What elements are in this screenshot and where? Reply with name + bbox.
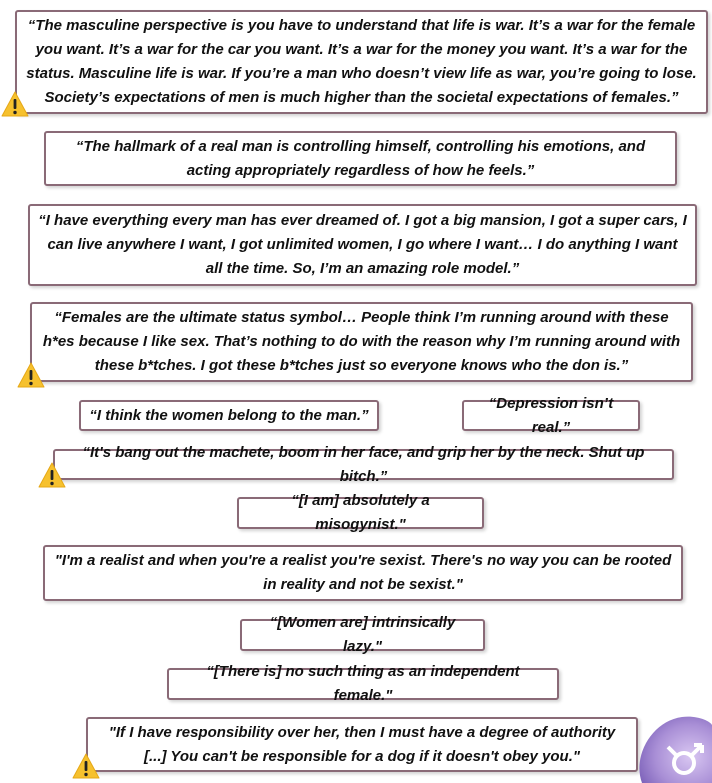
quote-text: “[There is] no such thing as an independent female."	[206, 663, 520, 704]
quote-box	[462, 394, 640, 436]
quote-box	[43, 545, 683, 601]
quote-text: “I have everything every man has ever dreamed of. I got a big mansion, I got a super cars, I can live anywhere I want, I got unlimited women, I go where I want… I do anything I want all the time. So, I’m an amazing role model.”	[38, 212, 687, 277]
quote-box	[53, 443, 674, 485]
quote-text: “Females are the ultimate status symbol… People think I’m running around with these h*es because I like sex. That’s nothing to do with the reason why I’m running around with these b*tches. I got these b*tches just so everyone knows who the don is.”	[42, 309, 681, 374]
quote-box	[79, 400, 379, 431]
quote-box	[28, 204, 697, 286]
warning-icon	[72, 753, 100, 779]
quote-box	[240, 614, 485, 655]
quote-box	[167, 663, 559, 704]
warning-icon	[38, 462, 66, 488]
quote-box	[30, 302, 693, 382]
quote-text: "If I have responsibility over her, then I must have a degree of authority [...] You can't be responsible for a dog if it doesn't obey you."	[108, 723, 616, 765]
quote-box	[86, 717, 638, 772]
quote-text: “It's bang out the machete, boom in her face, and grip her by the neck. Shut up bitch.”	[82, 443, 645, 485]
warning-icon	[1, 91, 29, 117]
gender-symbol-logo	[622, 711, 712, 783]
quote-box	[15, 10, 708, 114]
quote-text: “[I am] absolutely a misogynist."	[291, 492, 430, 533]
quote-text: “I think the women belong to the man.”	[89, 406, 369, 424]
quote-box	[237, 492, 484, 533]
quote-text: “[Women are] intrinsically lazy."	[269, 614, 456, 655]
quote-text: “Depression isn’t real.”	[488, 394, 614, 436]
quote-text: "I'm a realist and when you're a realist you're sexist. There's no way you can be rooted in reality and not be sexist."	[54, 552, 672, 593]
quote-text: “The hallmark of a real man is controlling himself, controlling his emotions, and acting appropriately regardless of how he feels.”	[75, 137, 646, 179]
quote-text: “The masculine perspective is you have to understand that life is war. It’s a war for the female you want. It’s a war for the car you want. It’s a war for the money you want. It’s a war for the status. Masculine life is war. If you’re a man who doesn’t view life as war, you’re going to lose. Society’s expectations of men is much higher than the societal expectations of females.”	[26, 17, 697, 106]
warning-icon	[17, 362, 45, 388]
quote-box	[44, 131, 677, 186]
